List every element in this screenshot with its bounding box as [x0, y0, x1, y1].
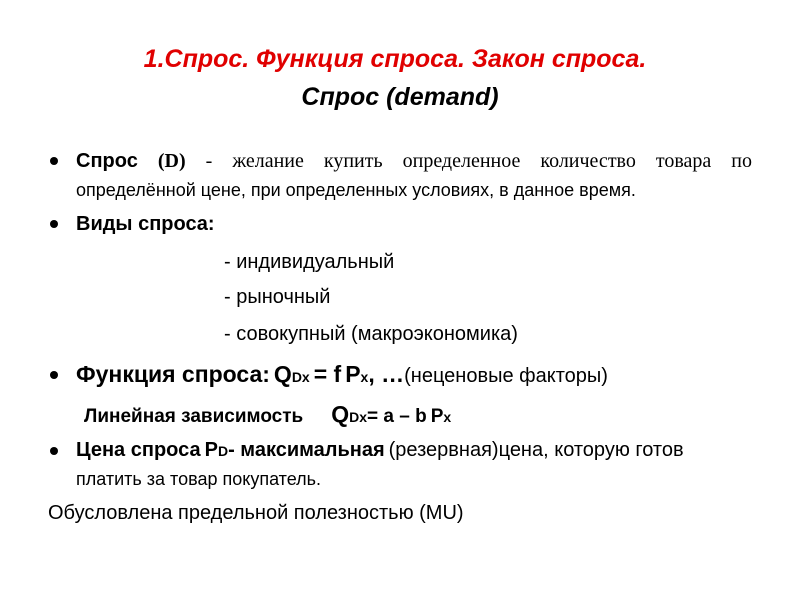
definition-symbol: (D): [157, 150, 186, 172]
bullet-demand-price: [50, 447, 58, 455]
demand-price-p: P: [204, 439, 218, 461]
slide-title: 1.Спрос. Функция спроса. Закон спроса.: [143, 45, 647, 73]
kinds-heading: Виды спроса:: [76, 213, 215, 235]
kind-market: - рыночный: [224, 286, 331, 308]
definition-text-1: желание купить определенное количество товара по: [232, 150, 752, 172]
linear-dependency: [84, 399, 451, 433]
footer-note: Обусловлена предельной полезностью (MU): [48, 502, 464, 524]
demand-price-p-sub: D: [217, 443, 229, 459]
function-p-sub: x: [360, 369, 369, 385]
slide-subtitle: Спрос (demand): [301, 83, 499, 111]
linear-p-sub: x: [443, 409, 452, 425]
demand-price-bold: - максимальная: [228, 439, 385, 461]
bullet-kinds: [50, 220, 58, 228]
function-note: (неценовые факторы): [404, 365, 608, 387]
demand-function: [76, 359, 608, 393]
linear-eq: = a – b: [367, 406, 427, 427]
linear-q: Q: [331, 401, 350, 427]
function-q: Q: [273, 361, 292, 387]
linear-q-sub: Dx: [349, 409, 368, 425]
demand-price-line-1: [76, 436, 684, 466]
bullet-function: [50, 371, 58, 379]
linear-p: P: [430, 406, 444, 427]
bullet-definition: [50, 157, 58, 165]
linear-label: Линейная зависимость: [84, 406, 304, 427]
definition-dash: -: [205, 150, 213, 172]
definition-line-1: [76, 148, 752, 174]
definition-term: Спрос: [76, 150, 138, 172]
function-p: P: [345, 361, 361, 387]
demand-price-text-1: (резервная)цена, которую готов: [388, 439, 684, 461]
function-eq: = f: [313, 361, 342, 387]
function-ellipsis: , …: [368, 361, 405, 387]
function-q-sub: Dx: [291, 369, 310, 385]
demand-price-label: Цена спроса: [76, 439, 201, 461]
demand-price-line-2: платить за товар покупатель.: [76, 469, 322, 489]
kind-individual: - индивидуальный: [224, 251, 395, 273]
function-label: Функция спроса:: [76, 361, 270, 387]
definition-line-2: определённой цене, при определенных условиях, в данное время.: [76, 180, 636, 200]
kind-aggregate: - совокупный (макроэкономика): [224, 323, 518, 345]
